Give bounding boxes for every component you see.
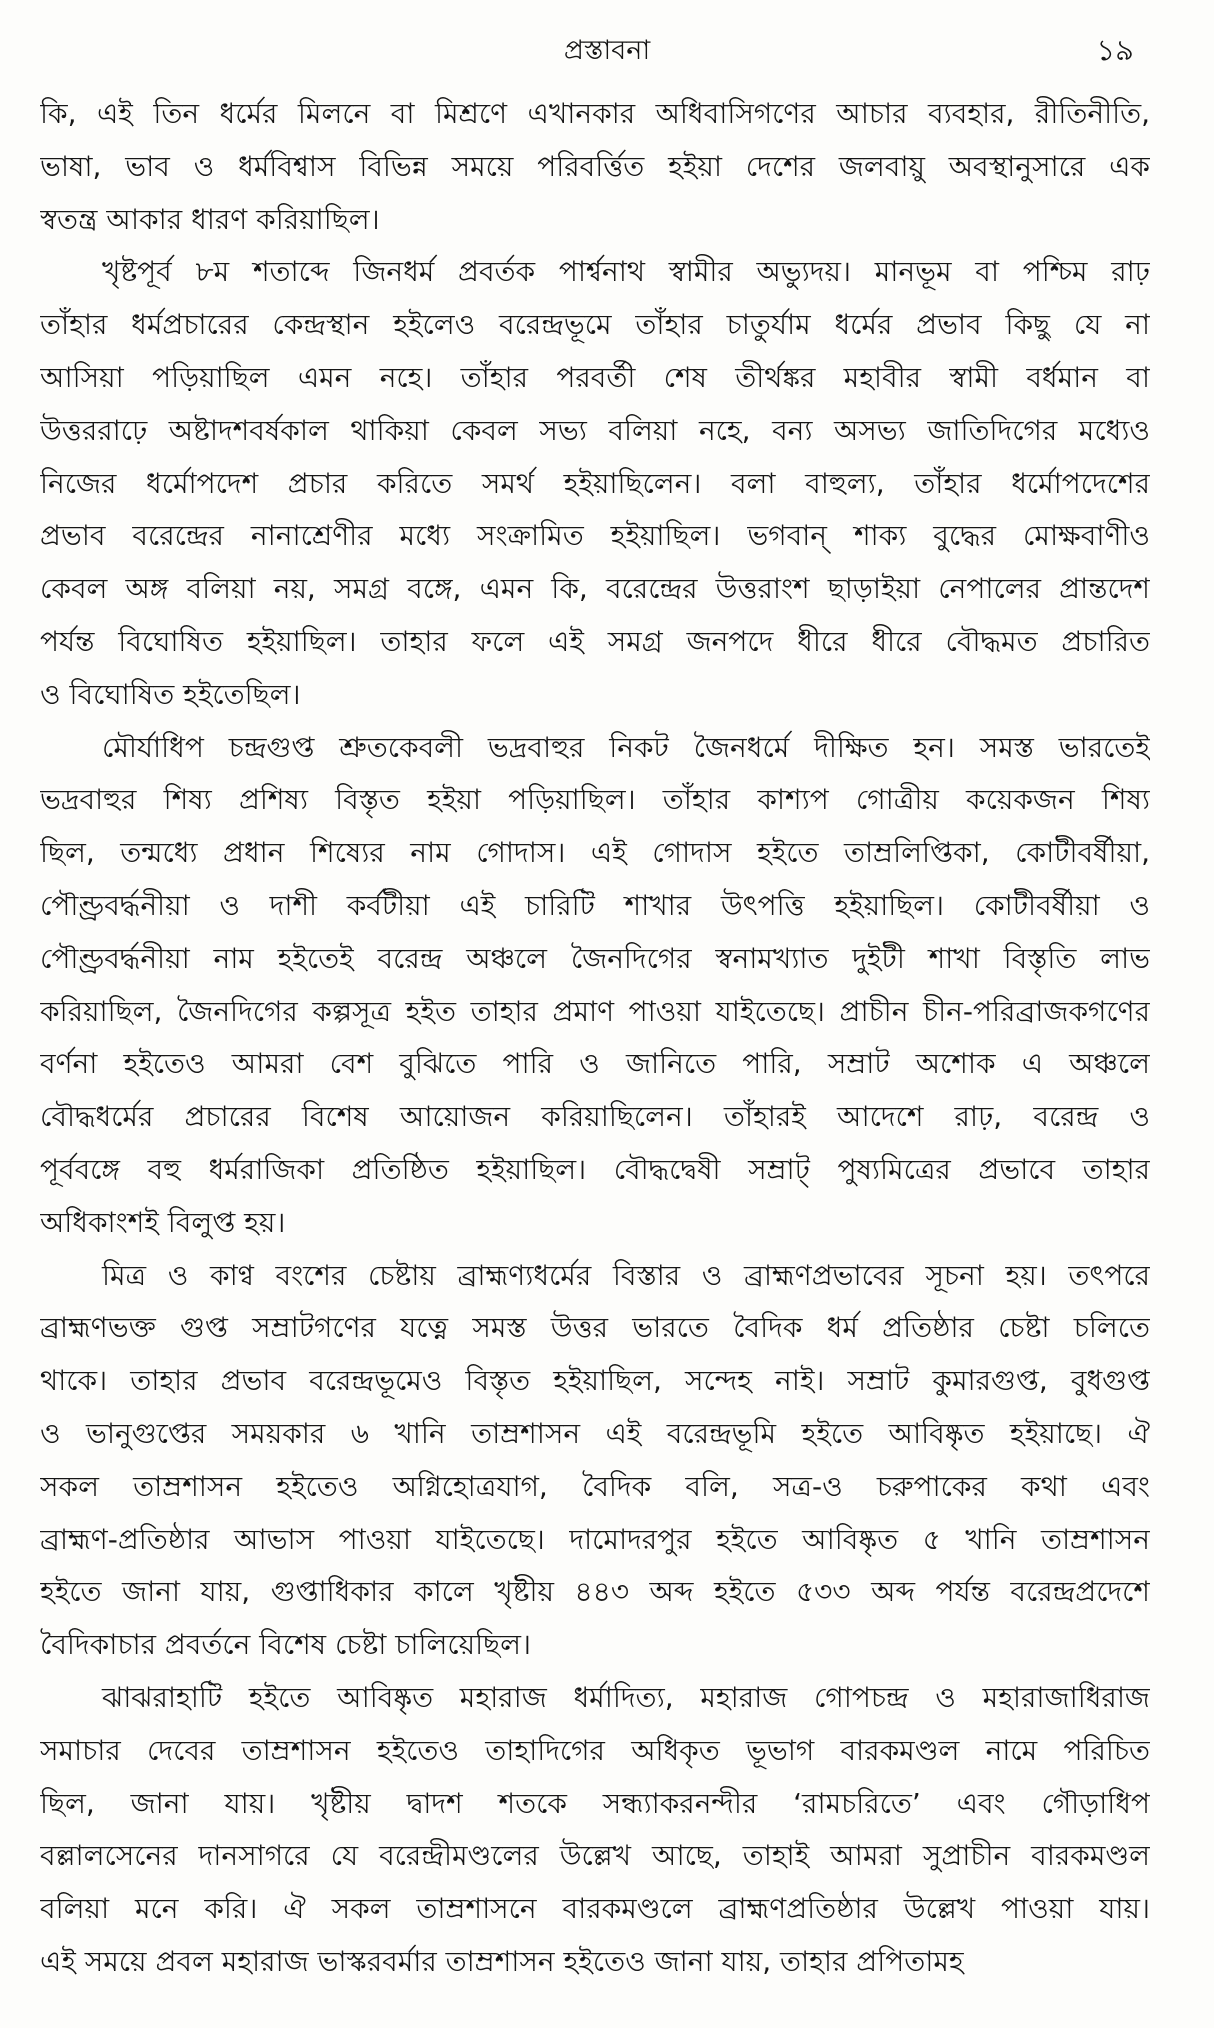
text-line: হইতে জানা যায়, গুপ্তাধিকার কালে খৃষ্টীয় ৪৪৩ অব্দ হইতে ৫৩৩ অব্দ পর্যন্ত বরেন্দ্রপ্রদেশে xyxy=(40,1575,1150,1609)
running-title: প্রস্তাবনা xyxy=(563,35,651,66)
text-line: বৈদিকাচার প্রবর্তনে বিশেষ চেষ্টা চালিয়েছিল। xyxy=(40,1628,531,1662)
text-line: থাকে। তাহার প্রভাব বরেন্দ্রভূমেও বিস্তৃত হইয়াছিল, সন্দেহ নাই। সম্রাট কুমারগুপ্ত, বুধগুপ্ত xyxy=(40,1364,1150,1398)
text-line: ব্রাহ্মণভক্ত গুপ্ত সম্রাটগণের যত্নে সমস্ত উত্তর ভারতে বৈদিক ধর্ম প্রতিষ্ঠার চেষ্টা চলিতে xyxy=(40,1311,1150,1345)
page-header xyxy=(0,22,1214,72)
text-line: প্রভাব বরেন্দ্রের নানাশ্রেণীর মধ্যে সংক্রামিত হইয়াছিল। ভগবান্ শাক্য বুদ্ধের মোক্ষবাণীও xyxy=(40,519,1150,553)
text-line: নিজের ধর্মোপদেশ প্রচার করিতে সমর্থ হইয়াছিলেন। বলা বাহুল্য, তাঁহার ধর্মোপদেশের xyxy=(40,466,1150,500)
text-line: ভাষা, ভাব ও ধর্মবিশ্বাস বিভিন্ন সময়ে পরিবর্ত্তিত হইয়া দেশের জলবায়ু অবস্থানুসারে এক xyxy=(40,149,1150,183)
text-line: এই সময়ে প্রবল মহারাজ ভাস্করবর্মার তাম্রশাসন হইতেও জানা যায়, তাহার প্রপিতামহ xyxy=(40,1944,964,1978)
text-line: কেবল অঙ্গ বলিয়া নয়, সমগ্র বঙ্গে, এমন কি, বরেন্দ্রের উত্তরাংশ ছাড়াইয়া নেপালের প্রান্তদেশ xyxy=(40,572,1150,606)
text-line: সমাচার দেবের তাম্রশাসন হইতেও তাহাদিগের অধিকৃত ভূভাগ বারকমণ্ডল নামে পরিচিত xyxy=(40,1733,1150,1767)
text-line: করিয়াছিল, জৈনদিগের কল্পসূত্র হইত তাহার প্রমাণ পাওয়া যাইতেছে। প্রাচীন চীন-পরিব্রাজকগণের xyxy=(40,994,1150,1028)
text-line: বল্লালসেনের দানসাগরে যে বরেন্দ্রীমণ্ডলের উল্লেখ আছে, তাহাই আমরা সুপ্রাচীন বারকমণ্ডল xyxy=(40,1839,1150,1873)
text-line: পূর্ববঙ্গে বহু ধর্মরাজিকা প্রতিষ্ঠিত হইয়াছিল। বৌদ্ধদ্বেষী সম্রাট্ পুষ্যমিত্রের প্রভাবে তাহার xyxy=(40,1152,1150,1186)
text-line: ও ভানুগুপ্তের সময়কার ৬ খানি তাম্রশাসন এই বরেন্দ্রভূমি হইতে আবিষ্কৃত হইয়াছে। ঐ xyxy=(40,1416,1150,1450)
text-line: পর্যন্ত বিঘোষিত হইয়াছিল। তাহার ফলে এই সমগ্র জনপদে ধীরে ধীরে বৌদ্ধমত প্রচারিত xyxy=(40,624,1150,658)
paragraph xyxy=(40,1672,1150,1989)
text-line: ছিল, জানা যায়। খৃষ্টীয় দ্বাদশ শতকে সন্ধ্যাকরনন্দীর ‘রামচরিতে’ এবং গৌড়াধিপ xyxy=(40,1786,1150,1820)
paragraph xyxy=(40,246,1150,721)
text-line: সকল তাম্রশাসন হইতেও অগ্নিহোত্রযাগ, বৈদিক বলি, সত্র-ও চরুপাকের কথা এবং xyxy=(40,1469,1150,1503)
text-line: ঝাঝরাহাটি হইতে আবিষ্কৃত মহারাজ ধর্মাদিত্য, মহারাজ গোপচন্দ্র ও মহারাজাধিরাজ xyxy=(102,1680,1150,1714)
page-number: ১৯ xyxy=(1096,33,1134,67)
text-line: ছিল, তন্মধ্যে প্রধান শিষ্যের নাম গোদাস। এই গোদাস হইতে তাম্রলিপ্তিকা, কোটীবর্ষীয়া, xyxy=(40,836,1150,870)
paragraph xyxy=(40,88,1150,246)
text-line: ভদ্রবাহুর শিষ্য প্রশিষ্য বিস্তৃত হইয়া পড়িয়াছিল। তাঁহার কাশ্যপ গোত্রীয় কয়েকজন শিষ্য xyxy=(40,783,1150,817)
page-body xyxy=(40,88,1150,1989)
text-line: তাঁহার ধর্মপ্রচারের কেন্দ্রস্থান হইলেও বরেন্দ্রভূমে তাঁহার চাতুর্যাম ধর্মের প্রভাব কিছু যে না xyxy=(40,308,1150,342)
text-line: খৃষ্টপূর্ব ৮ম শতাব্দে জিনধর্ম প্রবর্তক পার্শ্বনাথ স্বামীর অভ্যুদয়। মানভূম বা পশ্চিম রাঢ় xyxy=(102,255,1150,289)
text-line: উত্তররাঢ়ে অষ্টাদশবর্ষকাল থাকিয়া কেবল সভ্য বলিয়া নহে, বন্য অসভ্য জাতিদিগের মধ্যেও xyxy=(40,413,1150,447)
text-line: স্বতন্ত্র আকার ধারণ করিয়াছিল। xyxy=(40,202,380,236)
text-line: বলিয়া মনে করি। ঐ সকল তাম্রশাসনে বারকমণ্ডলে ব্রাহ্মণপ্রতিষ্ঠার উল্লেখ পাওয়া যায়। xyxy=(40,1892,1150,1926)
text-line: পৌণ্ড্রবর্দ্ধনীয়া ও দাশী কর্বটীয়া এই চারিটি শাখার উৎপত্তি হইয়াছিল। কোটীবর্ষীয়া ও xyxy=(40,888,1150,922)
text-line: ও বিঘোষিত হইতেছিল। xyxy=(40,677,301,711)
text-line: কি, এই তিন ধর্মের মিলনে বা মিশ্রণে এখানকার অধিবাসিগণের আচার ব্যবহার, রীতিনীতি, xyxy=(40,97,1150,130)
text-line: মিত্র ও কাণ্ব বংশের চেষ্টায় ব্রাহ্মণ্যধর্মের বিস্তার ও ব্রাহ্মণপ্রভাবের সূচনা হয়। তৎপরে xyxy=(102,1258,1150,1292)
text-line: বর্ণনা হইতেও আমরা বেশ বুঝিতে পারি ও জানিতে পারি, সম্রাট অশোক এ অঞ্চলে xyxy=(40,1047,1150,1081)
text-line: বৌদ্ধধর্মের প্রচারের বিশেষ আয়োজন করিয়াছিলেন। তাঁহারই আদেশে রাঢ়, বরেন্দ্র ও xyxy=(40,1100,1150,1134)
text-line: মৌর্যাধিপ চন্দ্রগুপ্ত শ্রুতকেবলী ভদ্রবাহুর নিকট জৈনধর্মে দীক্ষিত হন। সমস্ত ভারতেই xyxy=(102,730,1150,764)
text-line: অধিকাংশই বিলুপ্ত হয়। xyxy=(40,1205,286,1239)
text-line: পৌণ্ড্রবর্দ্ধনীয়া নাম হইতেই বরেন্দ্র অঞ্চলে জৈনদিগের স্বনামখ্যাত দুইটী শাখা বিস্তৃতি লাভ xyxy=(40,941,1150,975)
paragraph xyxy=(40,722,1150,1250)
paragraph xyxy=(40,1250,1150,1672)
text-line: ব্রাহ্মণ-প্রতিষ্ঠার আভাস পাওয়া যাইতেছে। দামোদরপুর হইতে আবিষ্কৃত ৫ খানি তাম্রশাসন xyxy=(40,1522,1150,1556)
text-line: আসিয়া পড়িয়াছিল এমন নহে। তাঁহার পরবর্তী শেষ তীর্থঙ্কর মহাবীর স্বামী বর্ধমান বা xyxy=(40,360,1150,394)
